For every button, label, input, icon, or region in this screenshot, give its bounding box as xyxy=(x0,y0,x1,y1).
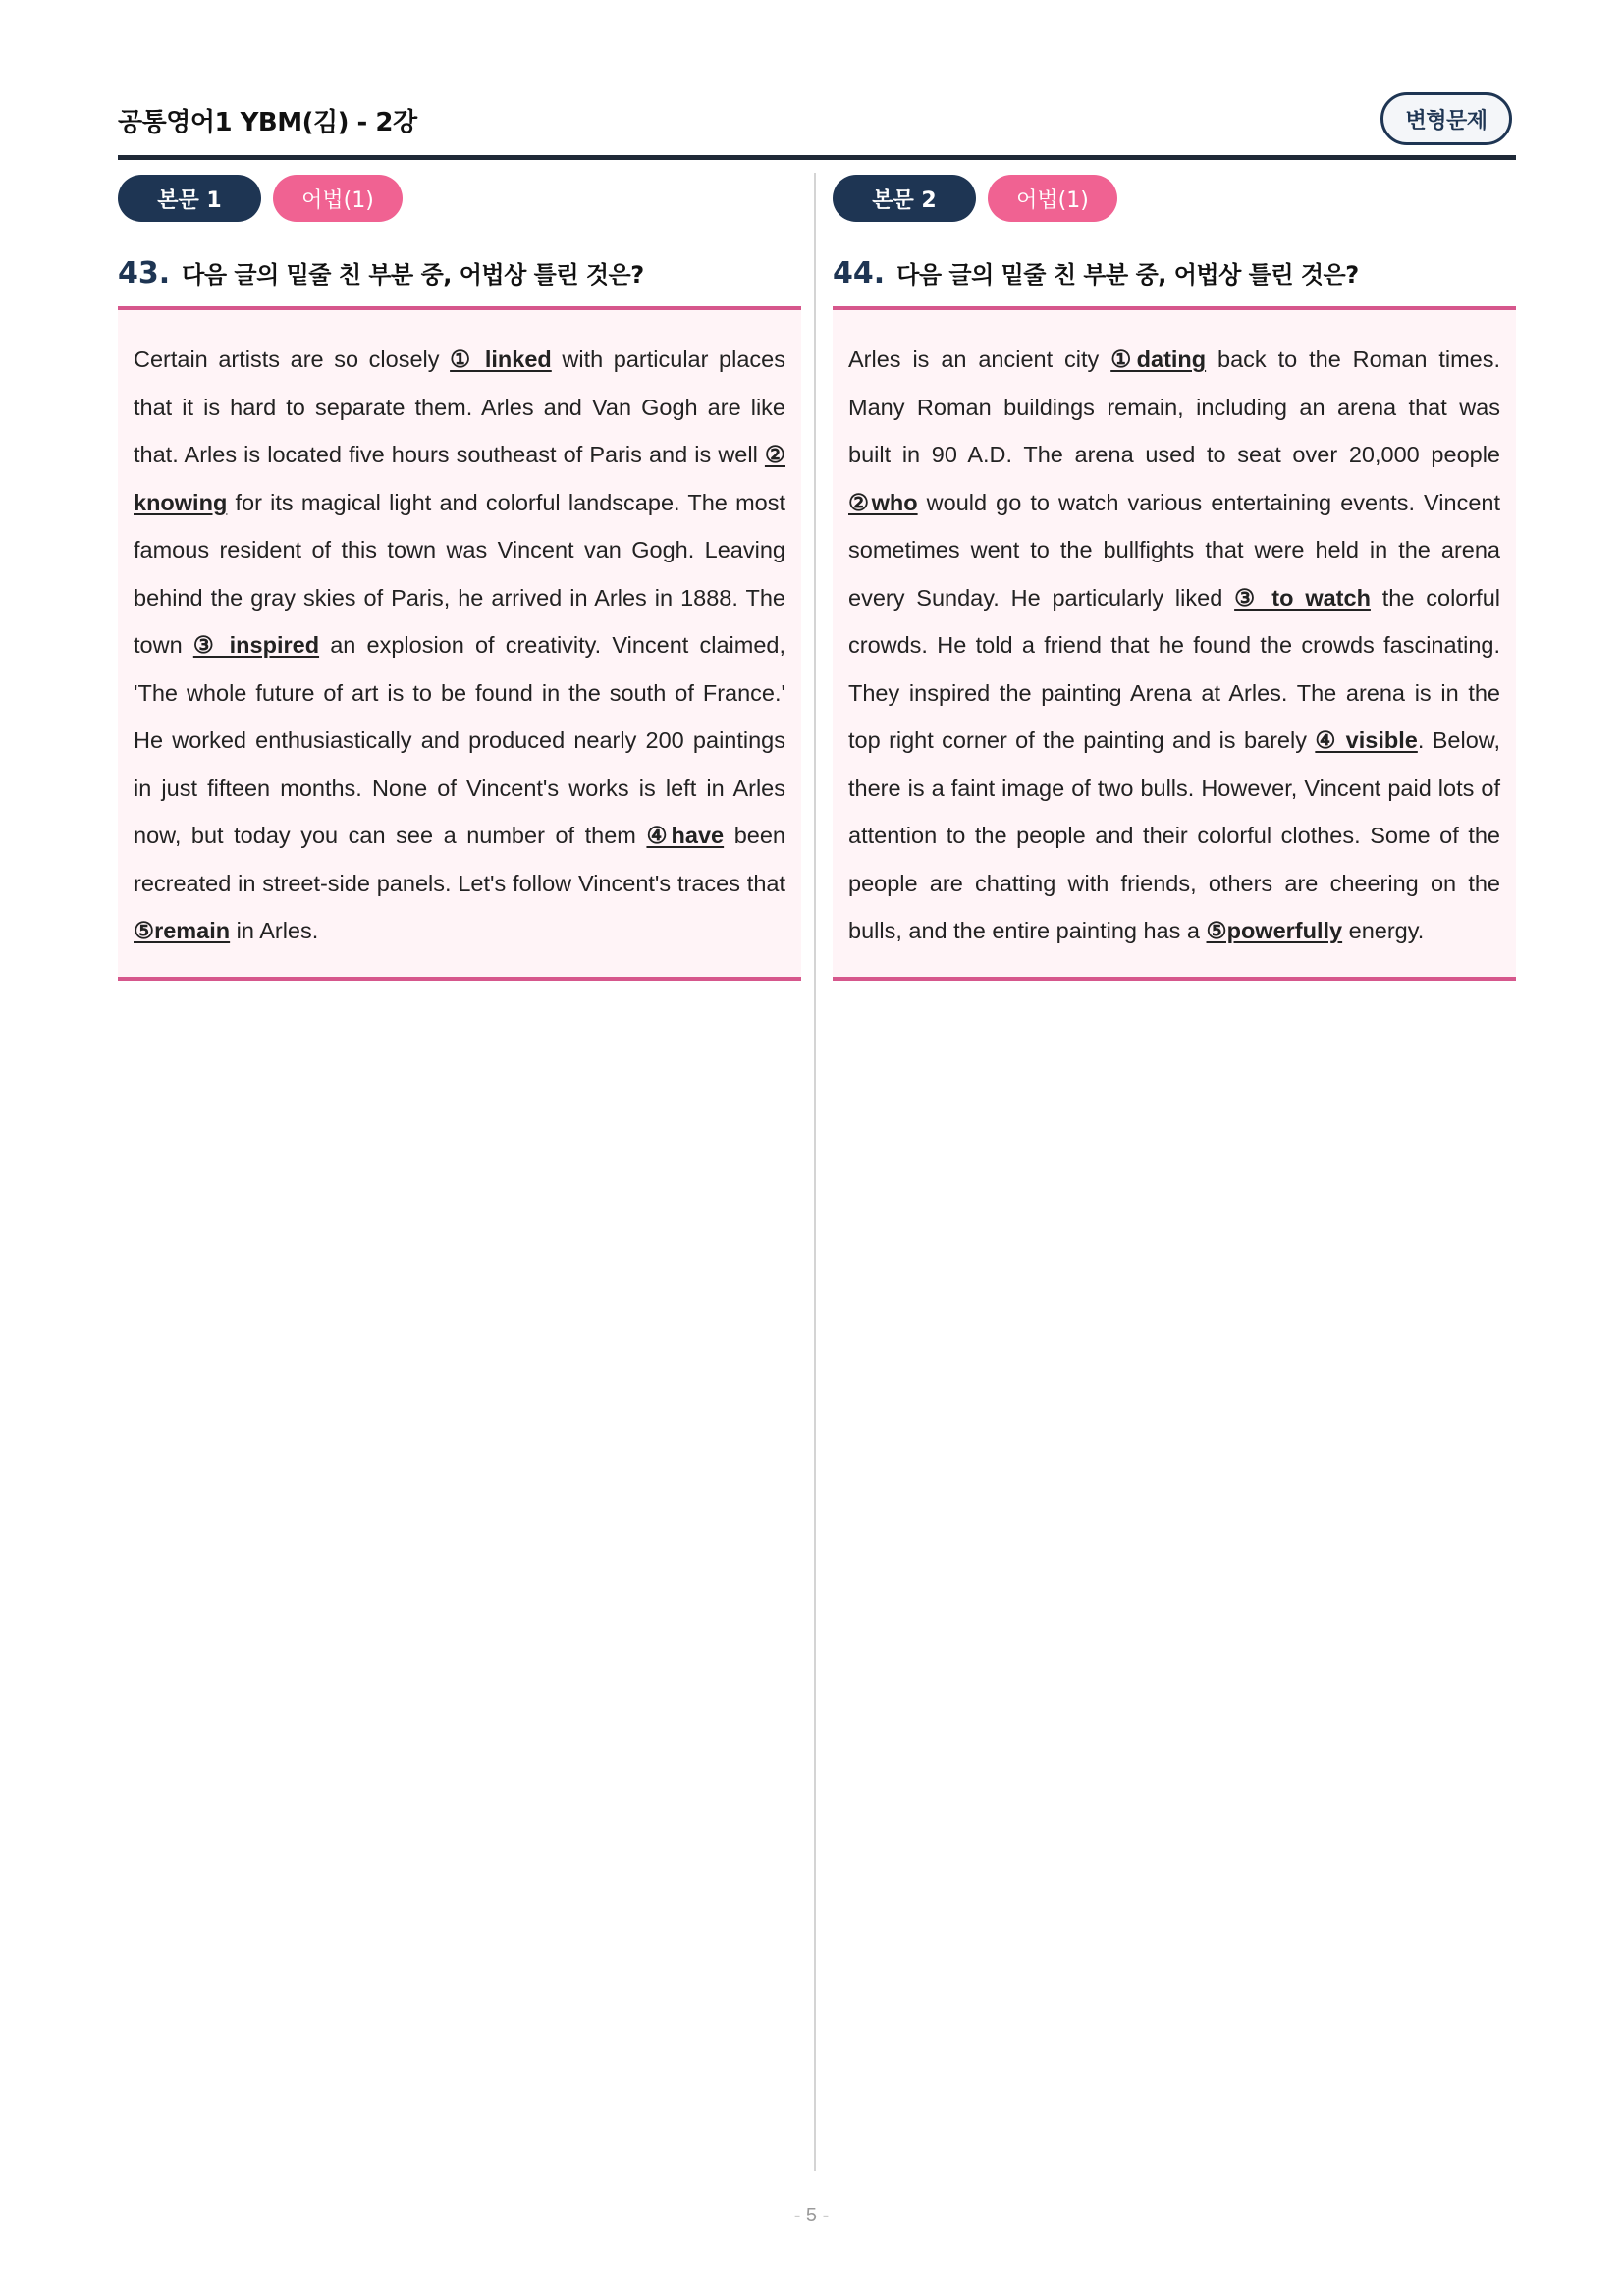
underlined-choice-3: ③ inspired xyxy=(192,632,320,658)
passage-segment: with particular places that it is hard to separate them. Arles and Van Gogh are like that. Arles is located five hours southeast of Paris and is well xyxy=(134,347,785,467)
question-43-tags xyxy=(118,175,801,222)
passage-text xyxy=(134,336,785,955)
underlined-choice-4: ④ visible xyxy=(1315,727,1418,753)
question-prompt: 다음 글의 밑줄 친 부분 중, 어법상 틀린 것은? xyxy=(896,261,1359,289)
passage-segment: Arles is an ancient city xyxy=(848,347,1111,372)
passage-segment: Certain artists are so closely xyxy=(134,347,451,372)
passage-segment: . Below, there is a faint image of two bulls. However, Vincent paid lots of attention to the people and their colorful clothes. Some of the people are chatting with friends, others are cheering on the bulls, and the entire painting has a xyxy=(848,727,1500,943)
section-pill: 본문 2 xyxy=(833,175,976,222)
question-43-column xyxy=(118,175,801,981)
underlined-choice-5: ⑤remain xyxy=(134,918,231,943)
question-prompt: 다음 글의 밑줄 친 부분 중, 어법상 틀린 것은? xyxy=(182,261,644,289)
underlined-choice-2: ②who xyxy=(848,489,918,515)
passage-segment: in Arles. xyxy=(230,918,319,943)
passage-segment: the colorful crowds. He told a friend that he found the crowds fascinating. They inspired the painting Arena at Arles. The arena is in the top right corner of the painting and is barely xyxy=(848,584,1501,753)
column-divider xyxy=(814,173,816,2171)
passage-text xyxy=(848,336,1500,955)
question-type-pill: 어법(1) xyxy=(273,175,403,222)
passage-box xyxy=(118,306,801,981)
question-type-pill: 어법(1) xyxy=(988,175,1117,222)
question-44-column xyxy=(833,175,1516,981)
header-divider xyxy=(118,155,1516,160)
underlined-choice-3: ③ to watch xyxy=(1234,584,1371,611)
underlined-choice-2: ② knowing xyxy=(134,442,785,515)
passage-segment: would go to watch various entertaining events. Vincent sometimes went to the bullfights that were held in the arena every Sunday. He particularly liked xyxy=(848,489,1500,611)
passage-box xyxy=(833,306,1516,981)
section-pill: 본문 1 xyxy=(118,175,261,222)
underlined-choice-4: ④have xyxy=(646,823,725,848)
question-number: 44. xyxy=(833,256,886,291)
passage-segment: an explosion of creativity. Vincent claimed, 'The whole future of art is to be found in the south of France.' He worked enthusiastically and produced nearly 200 paintings in just fifteen months. None of Vincent's works is left in Arles now, but today you can see a number of them xyxy=(134,632,785,848)
passage-segment: energy. xyxy=(1342,918,1425,943)
passage-segment: for its magical light and colorful landscape. The most famous resident of this town was Vincent van Gogh. Leaving behind the gray skies of Paris, he arrived in Arles in 1888. The town xyxy=(134,489,785,658)
document-title: 공통영어1 YBM(김) - 2강 xyxy=(118,108,417,137)
question-43-heading xyxy=(118,255,801,293)
underlined-choice-1: ①dating xyxy=(1110,347,1207,372)
question-number: 43. xyxy=(118,256,171,291)
underlined-choice-5: ⑤powerfully xyxy=(1206,918,1343,943)
question-type-badge: 변형문제 xyxy=(1380,92,1512,145)
passage-segment: back to the Roman times. Many Roman buildings remain, including an arena that was built in 90 A.D. The arena used to seat over 20,000 people xyxy=(848,347,1500,467)
underlined-choice-1: ① linked xyxy=(450,347,552,372)
question-44-heading xyxy=(833,255,1516,293)
page-number: - 5 - xyxy=(793,2205,830,2226)
question-44-tags xyxy=(833,175,1516,222)
passage-segment: been recreated in street-side panels. Let's follow Vincent's traces that xyxy=(134,823,785,896)
